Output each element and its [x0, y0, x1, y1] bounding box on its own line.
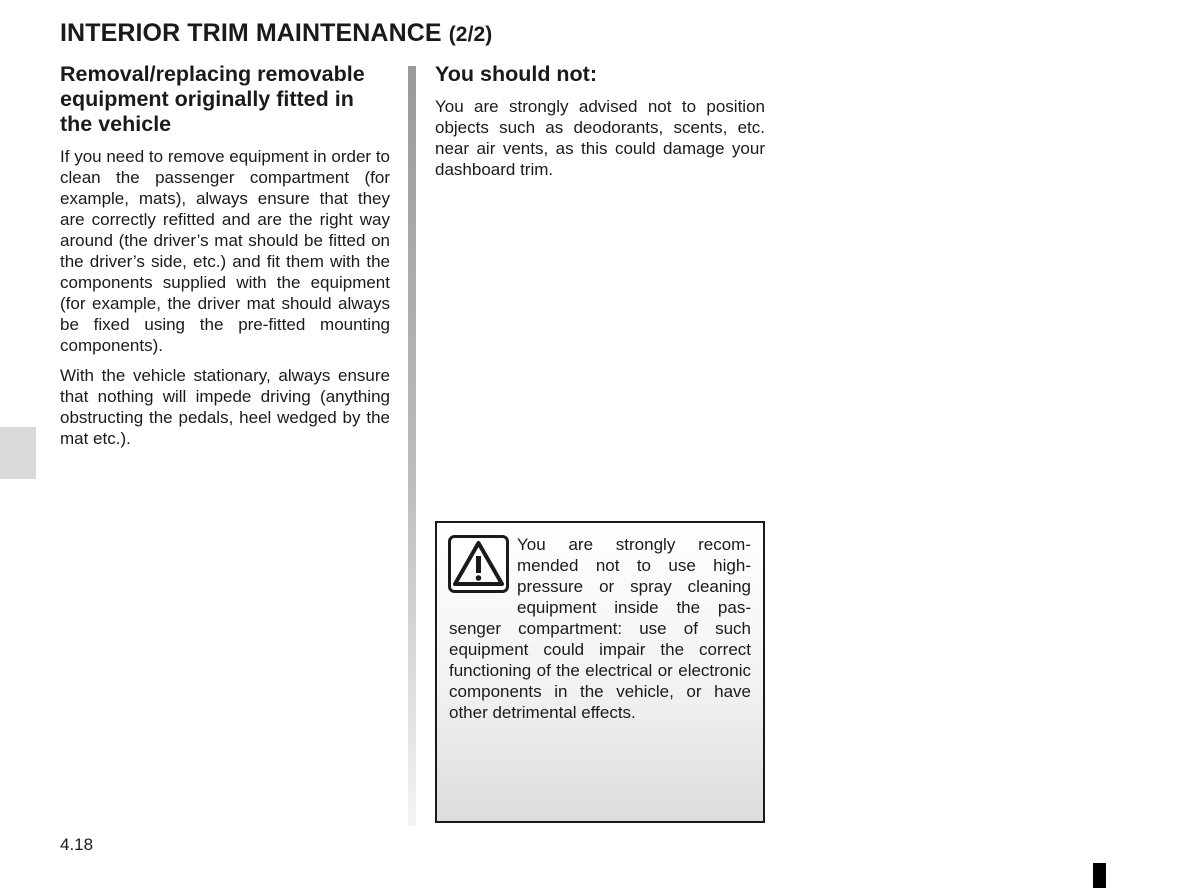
should-not-heading: You should not:	[435, 62, 598, 86]
warning-text: You are strongly recommended not to use high-pressure or spray cleaning equipment inside the passenger compartment: use of such equipment could impair the correct functioning of the electrical or electronic components in the vehicle, or have other detrimental effects.	[449, 535, 751, 722]
page-number: 4.18	[60, 835, 94, 854]
should-not-paragraph: You are strongly advised not to position objects such as deodorants, scents, etc. near air vents, as this could damage your dashboard trim.	[435, 97, 765, 179]
warning-text-block	[449, 534, 751, 723]
removal-paragraph-2: With the vehicle stationary, always ensure that nothing will impede driving (anything obstructing the pedals, heel wedged by the mat etc.).	[60, 366, 390, 448]
warning-box	[435, 521, 765, 823]
corner-mark	[1093, 863, 1106, 888]
chapter-side-tab	[0, 427, 36, 479]
page-title-text: INTERIOR TRIM MAINTENANCE	[60, 19, 442, 47]
removal-paragraph-1: If you need to remove equipment in order to clean the passenger compartment (for example, mats), always ensure that they are correctly refitted and are the right way around (the driver’s mat should be fitted on the driver’s side, etc.) and fit them with the components supplied with the equipment (for example, the driver mat should always be fixed using the pre-fitted mounting components).	[60, 147, 390, 355]
left-column	[60, 62, 390, 458]
column-divider	[408, 66, 416, 826]
removal-section-heading: Removal/replacing removable equipment originally fitted in the vehicle	[60, 62, 365, 136]
right-column	[435, 62, 765, 189]
page-title	[60, 19, 492, 48]
page-title-suffix: (2/2)	[448, 23, 493, 46]
